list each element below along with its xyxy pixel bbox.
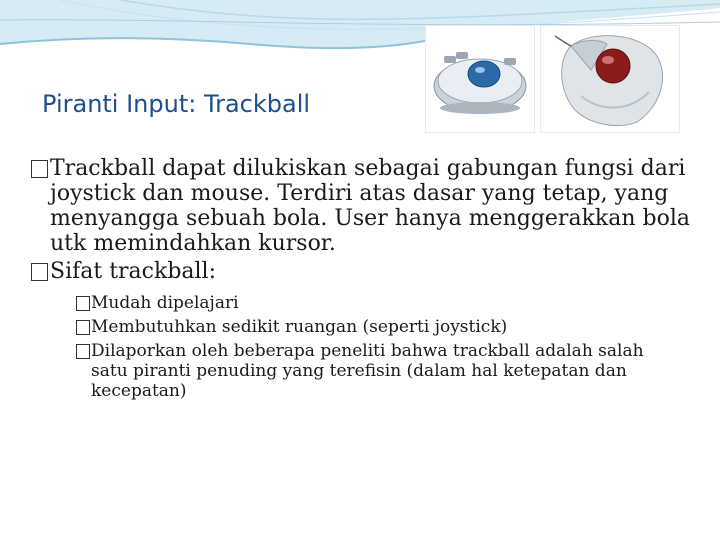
bullet-box-icon — [76, 320, 90, 335]
bullet-box-icon — [76, 296, 90, 311]
sub-bullet-item — [28, 317, 708, 337]
sub-bullet-item — [28, 341, 654, 401]
sub-bullet-text: Mudah dipelajari — [91, 293, 239, 313]
trackball-device-image — [425, 25, 535, 133]
trackball-mouse-icon — [541, 26, 679, 132]
sub-bullet-item — [28, 293, 708, 313]
bullet-item — [28, 156, 708, 256]
bullet-text: Trackball dapat dilukiskan sebagai gabungan fungsi dari joystick dan mouse. Terdiri atas dasar yang tetap, yang menyangga sebuah bola. User hanya menggerakkan bola utk memindahkan kursor. — [50, 156, 690, 256]
bullet-box-icon — [31, 160, 48, 178]
bullet-box-icon — [76, 344, 90, 359]
bullet-box-icon — [31, 263, 48, 281]
sub-bullet-text: Dilaporkan oleh beberapa peneliti bahwa trackball adalah salah satu piranti penuding yang terefisin (dalam hal ketepatan dan kecepatan) — [91, 341, 644, 401]
bullet-item — [28, 259, 708, 284]
slide-body — [28, 156, 708, 401]
trackball-mouse-image — [540, 25, 680, 133]
slide-title: Piranti Input: Trackball — [42, 90, 311, 118]
sub-bullet-text: Membutuhkan sedikit ruangan (seperti joystick) — [91, 317, 508, 337]
bullet-text: Sifat trackball: — [50, 259, 217, 284]
trackball-device-icon — [426, 26, 534, 132]
